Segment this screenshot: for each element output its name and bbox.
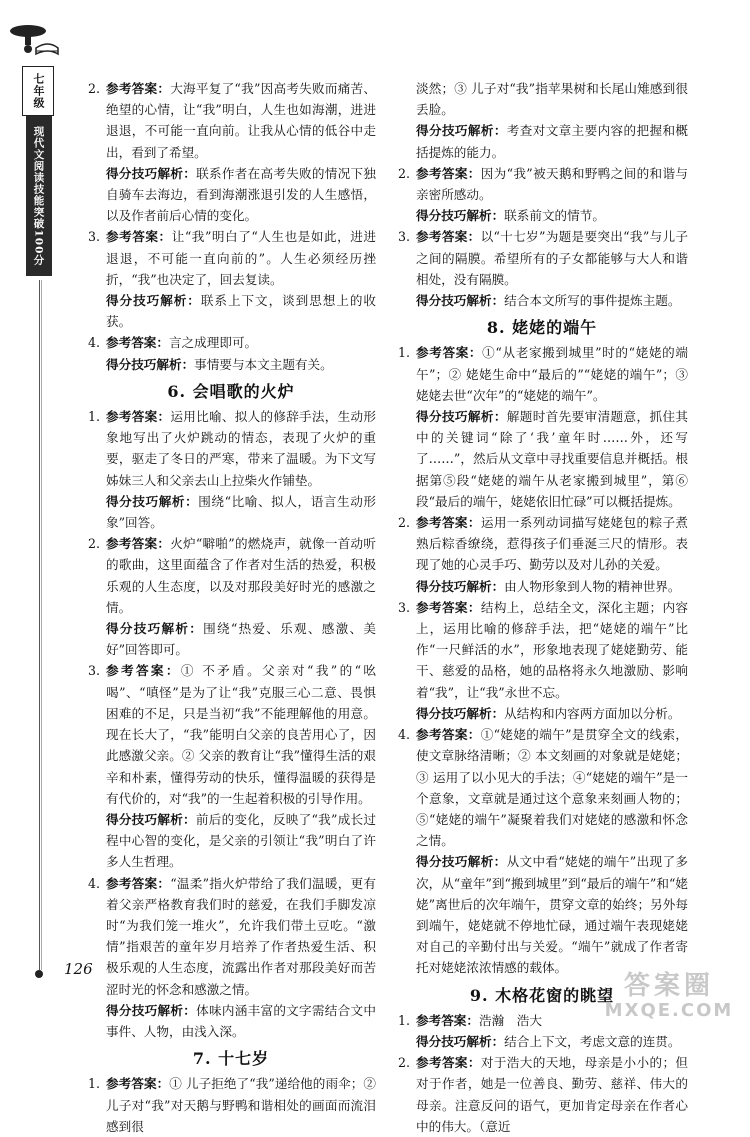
answer-text: ①“姥姥的端午”是贯穿全文的线索，使文章脉络清晰；② 本文刻画的对象就是姥姥；③ 运用了以小见大的手法；④“姥姥的端午”是一个意象，文章就是通过这个意象来刻画人物的；⑤“姥姥的端午”凝聚着我们对姥姥的感激和怀念之情。 [416,727,688,849]
answer-label: 参考答案： [106,81,171,96]
analysis-item [396,703,688,724]
grade-label-box [22,66,54,116]
answer-item [396,724,688,851]
answer-item [86,533,376,618]
answer-number: 3. [88,663,101,679]
grade-label: 七年级 [32,73,45,109]
analysis-text: 从文中看“姥姥的端午”出现了多次，从“童年”到“搬到城里”到“最后的端午”和“姥姥”离世后的次年端午，贯穿文章的始终；另外每到端午，姥姥就不停地忙碌，通过端午表现姥姥对自己的辛勤付出与关爱。“端午”就成了作者寄托对姥姥浓浓情感的载体。 [416,854,688,976]
analysis-label: 得分技巧解析： [106,811,196,827]
answer-label: 参考答案： [416,229,481,245]
answer-label: 参考答案： [106,663,181,679]
analysis-label: 得分技巧解析： [106,356,195,372]
analysis-item [396,576,688,597]
book-title-band [26,116,52,276]
watermark [594,971,744,1023]
analysis-text: 围绕“热爱、乐观、感激、美好”回答即可。 [106,621,376,658]
analysis-label: 得分技巧解析： [106,165,197,181]
analysis-item [396,1031,688,1052]
book-logo-icon [8,22,60,62]
analysis-text: 由人物形象到人物的精神世界。 [504,578,681,594]
answer-number: 4. [398,727,411,743]
analysis-text: 围绕“比喻、拟人，语言生动形象”回答。 [106,493,376,531]
answer-text: 大海平复了“我”因高考失败而痛苦、绝望的心情，让“我”明白，人生也如海潮，进进退退，不可能一直向前。让我从心情的低谷中走出，看到了希望。 [106,81,376,160]
answer-text: 因为“我”被天鹅和野鸭之间的和谐与亲密所感动。 [416,165,688,203]
answer-text: ①“从老家搬到城里”时的“姥姥的端午”；② 姥姥生命中“最后的”“姥姥的端午”；③ 姥姥去世“次年”的“姥姥的端午”。 [416,345,689,403]
analysis-item [396,290,688,311]
answer-text: 结构上，总结全文，深化主题；内容上，运用比喻的修辞手法，把“姥姥的端午”比作“一尺鲜活的水”，形象地表现了姥姥勤劳、能干、慈爱的品格，她的品格将永久地激励、影响着“我”，让“我”永世不忘。 [416,599,689,700]
book-title: 现代文阅读技能突破100分 [32,126,45,266]
answer-number: 3. [398,229,411,245]
analysis-label: 得分技巧解析： [106,493,199,509]
analysis-text: 体味内涵丰富的文字需结合文中事件、人物，由浅入深。 [106,1002,377,1039]
answer-number: 2. [88,536,101,552]
answer-number: 2. [398,515,411,531]
section-heading: 6. 会唱歌的火炉 [167,381,295,401]
answer-item [396,163,688,205]
answer-label: 参考答案： [106,409,171,425]
answer-item [86,660,376,808]
answer-number: 1. [398,1012,411,1028]
analysis-label: 得分技巧解析： [416,293,505,309]
bullet-dot-icon [35,970,43,978]
answer-number: 3. [88,229,101,245]
analysis-item [86,354,376,375]
page-number: 126 [64,960,93,978]
answer-item [396,342,688,406]
answer-number: 3. [398,599,411,615]
answer-label: 参考答案： [416,515,481,531]
analysis-item [86,491,376,533]
answer-text: 以“十七岁”为题是要突出“我”与儿子之间的隔膜。希望所有的子女都能够与大人和谐相处，没有隔膜。 [416,229,689,287]
analysis-text: 结合本文所写的事件提炼主题。 [504,293,681,309]
answer-item [396,512,688,576]
answer-item [396,1052,688,1137]
analysis-label: 得分技巧解析： [416,1033,505,1049]
analysis-text: 从结构和内容两方面加以分析。 [504,705,681,721]
analysis-label: 得分技巧解析： [416,123,507,139]
analysis-label: 得分技巧解析： [416,705,505,721]
answer-label: 参考答案： [416,165,481,181]
answer-label: 参考答案： [106,1076,170,1092]
answer-item [86,332,376,353]
answer-text: 对于浩大的天地，母亲是小小的；但对于作者，她是一位善良、勤劳、慈祥、伟大的母亲。注意反问的语气，更加肯定母亲在作者心中的伟大。（意近 [416,1055,689,1134]
analysis-item [86,809,376,873]
answer-label: 参考答案： [106,229,172,245]
answer-continuation: 淡然；③ 儿子对“我”指苹果树和长尾山雉感到很丢脸。 [416,81,688,118]
section-heading: 8. 姥姥的端午 [486,318,598,338]
answer-text: ① 不矛盾。父亲对“我”的“吆喝”、“嗔怪”是为了让“我”克服三心二意、畏惧困难的不足，只是当初“我”不能理解他的用意。现在长大了，“我”能明白父亲的良苦用心了，因此感激父亲。② 父亲的教育让“我”懂得生活的艰辛和朴素，懂得劳动的快乐，懂得温暖的获得是有代价的，对“我”的一生起着积极的引导作用。 [106,663,376,806]
analysis-label: 得分技巧解析： [416,578,505,594]
answer-number: 4. [88,335,101,351]
answer-text: 火炉“噼啪”的燃烧声，就像一首动听的歌曲，这里面蕴含了作者对生活的热爱，积极乐观的人生态度，以及对那段美好时光的感激之情。 [106,536,376,615]
analysis-text: 联系上下文，谈到思想上的收获。 [106,293,377,330]
answer-number: 1. [398,345,411,361]
answer-text: 浩瀚 浩大 [478,1012,542,1028]
answer-number: 1. [88,1076,101,1092]
analysis-text: 解题时首先要审清题意，抓住其中的关键词“除了‘我’童年时……外，还写了……”，然后从文章中寻找重要信息并概括。根据第⑤段“姥姥的端午从老家搬到城里”，第⑥段“最后的端午，姥姥依旧忙碌”可以概括提炼。 [416,409,689,509]
watermark-line2: MXQE.COM [604,1000,734,1021]
answer-label: 参考答案： [416,1012,479,1028]
answer-text: ① 儿子拒绝了“我”递给他的雨伞；② 儿子对“我”对天鹅与野鸭和谐相处的画面而流泪感到很 [106,1076,376,1134]
analysis-label: 得分技巧解析： [106,621,204,637]
analysis-item [86,1000,376,1042]
sidebar [0,0,60,1029]
answer-label: 参考答案： [416,1055,481,1071]
analysis-item [86,163,376,227]
answer-label: 参考答案： [106,875,171,891]
answer-text: 运用一系列动词描写姥姥包的粽子煮熟后粽香缭绕，惹得孩子们垂涎三尺的情形。表现了她的心灵手巧、勤劳以及对儿孙的关爱。 [416,515,689,573]
answer-text: 言之成理即可。 [168,335,258,351]
answer-number: 2. [398,165,411,181]
analysis-label: 得分技巧解析： [106,1002,197,1018]
answer-item [86,226,376,290]
analysis-label: 得分技巧解析： [416,208,505,224]
answer-item [86,78,376,163]
analysis-text: 联系前文的情节。 [504,208,605,224]
section-heading: 7. 十七岁 [192,1049,270,1069]
answer-item [86,1073,376,1137]
analysis-text: 联系作者在高考失败的情况下独自骑车去海边，看到海潮涨退引发的人生感悟，以及作者前后心情的变化。 [106,165,377,224]
answer-label: 参考答案： [416,599,481,615]
answer-text: 运用比喻、拟人的修辞手法，生动形象地写出了火炉跳动的情态，表现了火炉的重要，驱走了冬日的严寒，带来了温暖。为下文写姊妹三人和父亲去山上拉柴火作铺垫。 [106,409,377,488]
analysis-item [396,406,688,512]
answer-text: “温柔”指火炉带给了我们温暖，更有着父亲严格教育我们时的慈爱，在我们手脚发凉时“为我们笼一堆火”，允许我们带土豆吃。“激情”指艰苦的童年岁月培养了作者热爱生活、积极乐观的人生态度，流露出作者对那段美好而苦涩时光的怀念和感激之情。 [106,875,376,997]
analysis-text: 前后的变化，反映了“我”成长过程中心智的变化，是父亲的引领让“我”明白了许多人生哲理。 [106,811,376,870]
watermark-line1: 答案圈 [623,971,714,1001]
analysis-item [396,120,688,162]
answer-number: 4. [88,875,101,891]
answer-item [86,406,376,491]
section-heading: 9. 木格花窗的眺望 [469,985,615,1005]
answer-number: 1. [88,409,101,425]
sidebar-rule-secondary [41,280,42,970]
analysis-text: 事情要与本文主题有关。 [194,356,333,372]
answer-label: 参考答案： [106,536,171,552]
answer-label: 参考答案： [106,335,169,351]
analysis-label: 得分技巧解析： [416,409,507,425]
answer-number: 2. [88,81,101,96]
analysis-label: 得分技巧解析： [416,854,507,870]
analysis-item [396,851,688,978]
answer-label: 参考答案： [416,727,481,743]
answer-label: 参考答案： [416,345,483,361]
answer-number: 2. [398,1055,411,1071]
answer-text: 让“我”明白了“人生也是如此，进进退退，不可能一直向前的”。人生必须经历挫折，“我”也决定了，回去复读。 [106,229,376,287]
answer-item [396,597,688,703]
analysis-item [86,290,376,332]
analysis-text: 结合上下文，考虑文意的连贯。 [504,1033,681,1049]
analysis-item [86,618,376,660]
analysis-item [396,205,688,226]
analysis-text: 考查对文章主要内容的把握和概括提炼的能力。 [416,123,689,160]
left-column [86,78,376,1137]
analysis-label: 得分技巧解析： [106,293,201,309]
answer-item [396,226,688,290]
answer-item [86,873,376,1000]
sidebar-rule [39,280,40,970]
